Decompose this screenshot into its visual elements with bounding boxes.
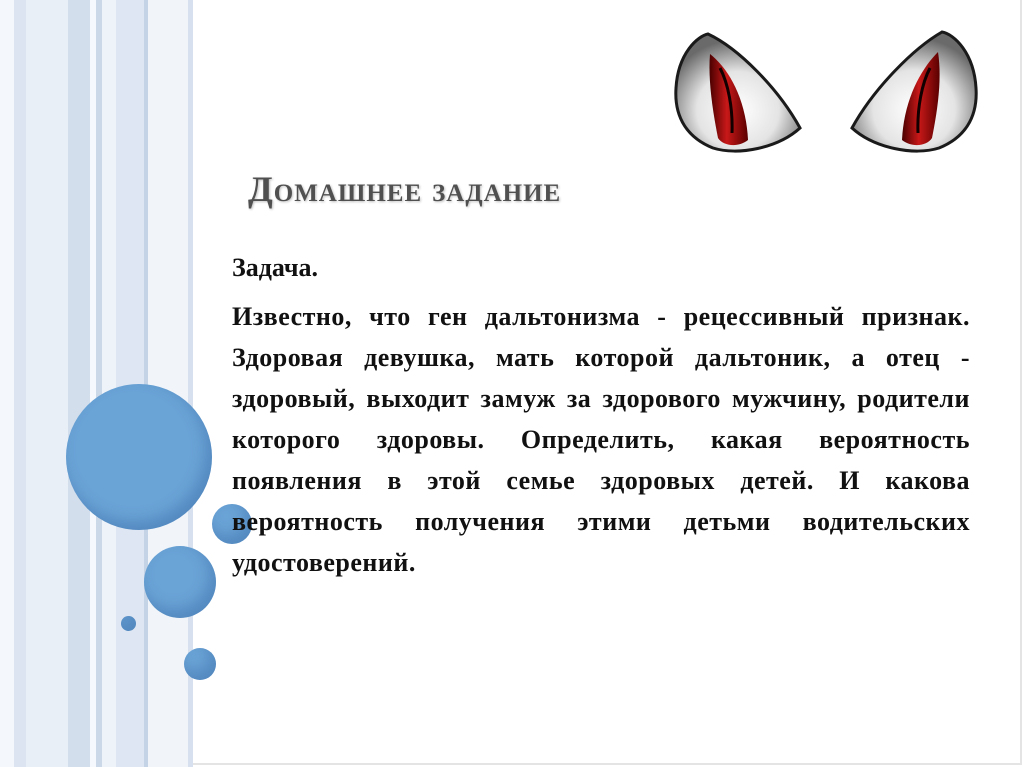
tiny-bubble bbox=[121, 616, 136, 631]
task-text: Известно, что ген дальтонизма - рецессивный признак. Здоровая девушка, мать которой дальтоник, а отец - здоровый, выходит замуж за здорового мужчину, родители которого здоровы. Определить, какая вероятность появления в этой семье здоровых детей. И какова вероятность получения этими детьми водительских удостоверений. bbox=[232, 302, 970, 577]
large-bubble bbox=[66, 384, 212, 530]
right-eye bbox=[852, 32, 976, 151]
decorative-stripes bbox=[0, 0, 200, 767]
slide-title: Домашнее задание bbox=[248, 169, 562, 209]
task-label: Задача. bbox=[232, 253, 318, 282]
red-cat-eyes-icon bbox=[668, 28, 984, 158]
left-eye bbox=[676, 34, 800, 151]
small-bubble-bottom bbox=[184, 648, 216, 680]
medium-bubble bbox=[144, 546, 216, 618]
